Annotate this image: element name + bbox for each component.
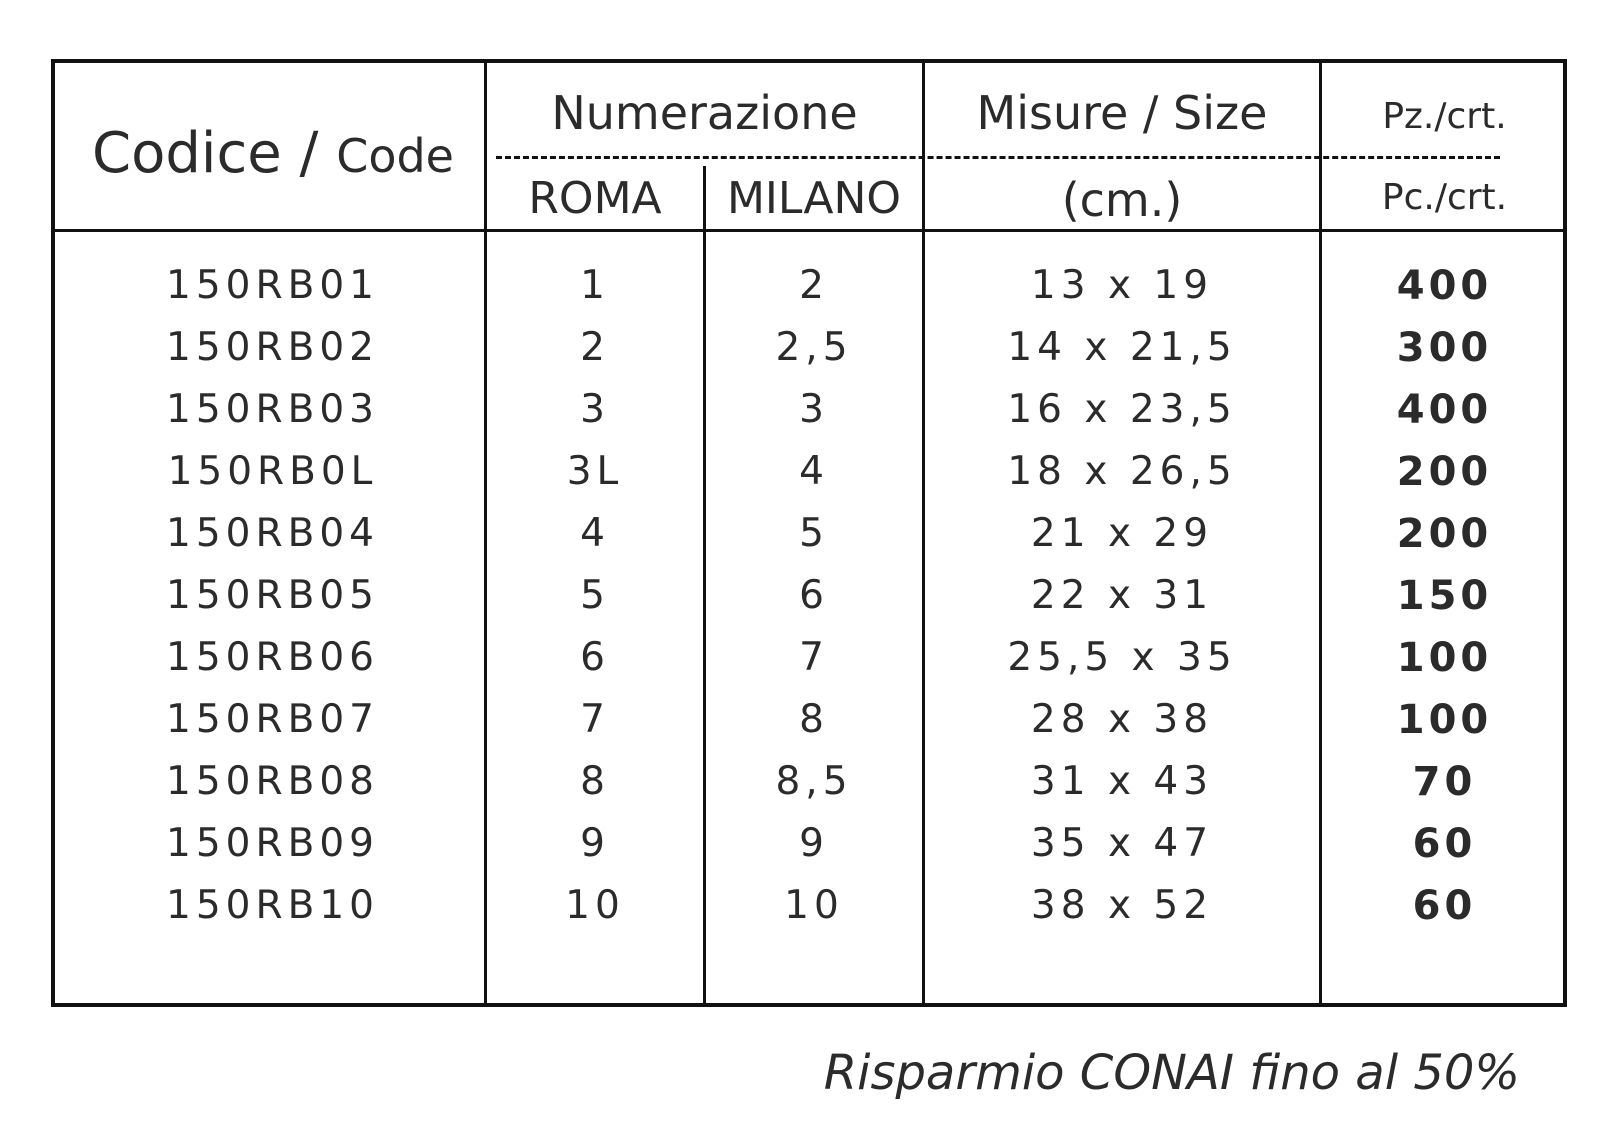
table-row: [0, 759, 1608, 824]
milano-cell: 3: [799, 387, 829, 432]
header-dashed-rule: [496, 156, 1500, 159]
roma-cell: 5: [580, 573, 610, 618]
qty-cell: 70: [1412, 759, 1477, 805]
qty-cell: 100: [1396, 697, 1493, 743]
qty-cell: 300: [1396, 325, 1493, 371]
table-row: [0, 325, 1608, 390]
size-cell: 35 x 47: [1030, 821, 1214, 866]
roma-cell: 10: [565, 883, 625, 928]
milano-header: MILANO: [726, 173, 902, 224]
size-cell: 31 x 43: [1030, 759, 1214, 804]
table-row: [0, 511, 1608, 576]
code-cell: 150RB02: [166, 325, 379, 370]
roma-cell: 9: [580, 821, 610, 866]
size-cell: 22 x 31: [1030, 573, 1214, 618]
milano-cell: 8,5: [775, 759, 853, 804]
qty-header-it: Pz./crt.: [1382, 96, 1507, 137]
table-row: [0, 635, 1608, 700]
code-cell: 150RB04: [166, 511, 379, 556]
code-cell: 150RB05: [166, 573, 379, 618]
table-row: [0, 821, 1608, 886]
code-cell: 150RB01: [166, 263, 379, 308]
milano-cell: 7: [799, 635, 829, 680]
code-cell: 150RB03: [166, 387, 379, 432]
size-cell: 16 x 23,5: [1007, 387, 1237, 432]
size-cell: 28 x 38: [1030, 697, 1214, 742]
milano-cell: 9: [799, 821, 829, 866]
code-cell: 150RB10: [166, 883, 379, 928]
qty-header-en: Pc./crt.: [1381, 177, 1508, 218]
qty-cell: 200: [1396, 511, 1493, 557]
table-row: [0, 387, 1608, 452]
size-header: Misure / Size: [976, 86, 1268, 140]
qty-cell: 150: [1396, 573, 1493, 619]
roma-cell: 6: [580, 635, 610, 680]
table-row: [0, 697, 1608, 762]
size-cell: 38 x 52: [1030, 883, 1214, 928]
qty-cell: 100: [1396, 635, 1493, 681]
table-row: [0, 263, 1608, 328]
milano-cell: 2,5: [775, 325, 853, 370]
milano-cell: 6: [799, 573, 829, 618]
size-cell: 14 x 21,5: [1007, 325, 1237, 370]
code-header-main: Codice /: [92, 121, 319, 186]
qty-cell: 60: [1412, 883, 1477, 929]
roma-cell: 8: [580, 759, 610, 804]
roma-cell: 2: [580, 325, 610, 370]
code-header: [92, 121, 454, 186]
conai-savings-note: Risparmio CONAI fino al 50%: [823, 1045, 1520, 1101]
header-bottom-rule: [51, 229, 1567, 232]
size-cell: 13 x 19: [1030, 263, 1214, 308]
numbering-header: Numerazione: [551, 86, 858, 140]
code-cell: 150RB09: [166, 821, 379, 866]
milano-cell: 10: [784, 883, 844, 928]
size-cell: 21 x 29: [1030, 511, 1214, 556]
roma-cell: 1: [580, 263, 610, 308]
milano-cell: 4: [799, 449, 829, 494]
table-row: [0, 573, 1608, 638]
milano-cell: 2: [799, 263, 829, 308]
qty-cell: 60: [1412, 821, 1477, 867]
roma-cell: 4: [580, 511, 610, 556]
code-cell: 150RB07: [166, 697, 379, 742]
qty-cell: 400: [1396, 263, 1493, 309]
qty-cell: 200: [1396, 449, 1493, 495]
roma-cell: 7: [580, 697, 610, 742]
table-row: [0, 449, 1608, 514]
code-cell: 150RB06: [166, 635, 379, 680]
code-header-sub: Code: [336, 129, 454, 183]
code-cell: 150RB0L: [167, 449, 378, 494]
milano-cell: 5: [799, 511, 829, 556]
size-cell: 25,5 x 35: [1007, 635, 1237, 680]
roma-cell: 3L: [566, 449, 624, 494]
code-cell: 150RB08: [166, 759, 379, 804]
table-row: [0, 883, 1608, 948]
qty-cell: 400: [1396, 387, 1493, 433]
roma-cell: 3: [580, 387, 610, 432]
size-cell: 18 x 26,5: [1007, 449, 1237, 494]
roma-header: ROMA: [528, 173, 662, 224]
milano-cell: 8: [799, 697, 829, 742]
size-unit-header: (cm.): [1061, 173, 1183, 227]
